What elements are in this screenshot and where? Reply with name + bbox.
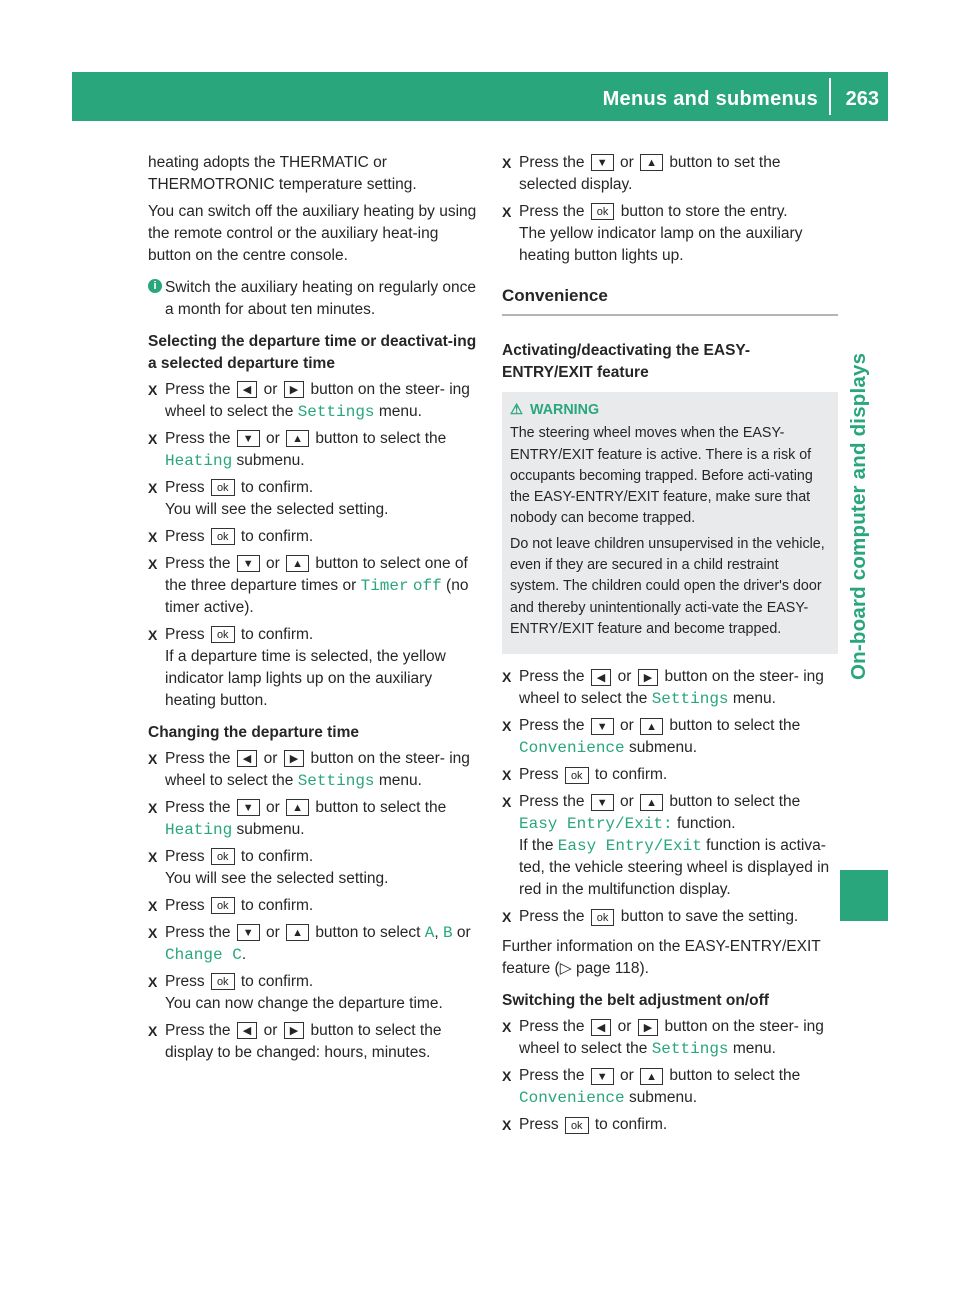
code-heating: Heating (165, 452, 233, 470)
step-marker-icon: X (502, 794, 512, 811)
side-tab-label: On-board computer and displays (847, 352, 870, 680)
code-settings: Settings (297, 403, 375, 421)
list-item: X Press the ▼ or ▲ button to select the Convenience submenu. (502, 717, 801, 758)
right-arrow-key: ▶ (284, 750, 304, 767)
step-marker-icon: X (148, 751, 158, 767)
ok-key: ok (211, 626, 235, 643)
step-marker-icon: X (502, 718, 512, 735)
code-settings: Settings (297, 772, 375, 790)
code-b: B (442, 924, 453, 942)
paragraph: Further information on the EASY-ENTRY/EXIT feature (▷ page 118). (502, 938, 821, 978)
paragraph: You can switch off the auxiliary heating by using the remote control or the auxiliary heat-ing button on the centre console. (148, 203, 477, 264)
page-ref-icon: ▷ (559, 960, 572, 978)
up-arrow-key: ▲ (640, 1068, 663, 1085)
code-easy-entry-exit: Easy Entry/Exit (557, 837, 702, 856)
left-column (148, 152, 484, 1069)
step-marker-icon: X (502, 767, 512, 784)
ok-key: ok (211, 528, 235, 545)
list-item: X Press the ok button to store the entry. The yellow indicator lamp on the auxiliary heating button lights up. (502, 203, 803, 264)
left-arrow-key: ◀ (237, 1022, 257, 1039)
list-item: X Press ok to confirm. (502, 1114, 838, 1136)
up-arrow-key: ▲ (640, 154, 663, 171)
list-item: X Press ok to confirm. If a departure time is selected, the yellow indicator lamp lights up on the auxiliary heating button. (148, 626, 446, 709)
ok-key: ok (591, 203, 615, 220)
step-marker-icon: X (502, 204, 512, 220)
code-off: off (412, 577, 442, 595)
left-arrow-key: ◀ (591, 669, 611, 686)
step-marker-icon: X (502, 1117, 512, 1134)
step-marker-icon: X (148, 529, 158, 545)
up-arrow-key: ▲ (640, 718, 663, 735)
list-item: X Press the ◀ or ▶ button on the steer- ing wheel to select the Settings menu. (148, 750, 470, 790)
list-item: X Press ok to confirm. (502, 764, 838, 786)
note-text: Switch the auxiliary heating on regularly once a month for about ten minutes. (165, 279, 477, 318)
down-arrow-key: ▼ (237, 799, 260, 816)
list-item: X Press the ▼ or ▲ button to select the Easy Entry/Exit: function. If the Easy Entry/Exit function is activa-ted, the vehicle steering wheel is displayed in red in the multifunction display. (502, 793, 830, 899)
list-item: X Press ok to confirm. You will see the selected setting. (148, 479, 389, 518)
ok-key: ok (211, 479, 235, 496)
right-column (502, 152, 838, 1141)
step-marker-icon: X (148, 1023, 158, 1039)
info-icon: i (148, 279, 162, 293)
step-marker-icon: X (502, 1019, 512, 1036)
step-marker-icon: X (148, 974, 158, 990)
right-arrow-key: ▶ (284, 381, 304, 398)
list-item: X Press the ▼ or ▲ button to set the selected display. (502, 154, 781, 193)
right-arrow-key: ▶ (638, 669, 658, 686)
code-timer: Timer (360, 577, 409, 595)
right-arrow-key: ▶ (284, 1022, 304, 1039)
ok-key: ok (211, 973, 235, 990)
down-arrow-key: ▼ (591, 1068, 614, 1085)
warning-box (502, 392, 838, 654)
step-marker-icon: X (148, 800, 158, 816)
side-tab-marker (840, 870, 888, 921)
down-arrow-key: ▼ (591, 794, 614, 811)
code-settings: Settings (651, 690, 729, 709)
code-settings: Settings (651, 1040, 729, 1059)
warning-title: ⚠ WARNING (510, 400, 830, 421)
up-arrow-key: ▲ (640, 794, 663, 811)
list-item: X Press the ◀ or ▶ button to select the display to be changed: hours, minutes. (148, 1022, 442, 1061)
section-heading: Selecting the departure time or deactivat-ing a selected departure time (148, 333, 477, 372)
code-convenience: Convenience (519, 1089, 625, 1108)
code-easy-entry-exit: Easy Entry/Exit: (519, 815, 673, 834)
step-marker-icon: X (148, 627, 158, 643)
list-item: X Press the ▼ or ▲ button to select A, B or Change C. (148, 924, 471, 964)
step-marker-icon: X (148, 556, 158, 572)
list-item: X Press the ▼ or ▲ button to select the Heating submenu. (148, 430, 447, 470)
warning-text: The steering wheel moves when the EASY-ENTRY/EXIT feature is active. There is a risk of occupants becoming trapped. Before acti-vating the EASY-ENTRY/EXIT feature, make sure that nobody can become trapped. (510, 425, 813, 527)
paragraph: heating adopts the THERMATIC or THERMOTRONIC temperature setting. (148, 154, 417, 193)
section-heading: Changing the departure time (148, 724, 359, 741)
list-item: X Press the ◀ or ▶ button on the steer- ing wheel to select the Settings menu. (148, 381, 470, 421)
step-marker-icon: X (148, 898, 158, 914)
list-item: X Press ok to confirm. (148, 895, 484, 917)
step-marker-icon: X (148, 849, 158, 865)
list-item: X Press ok to confirm. You will see the selected setting. (148, 848, 389, 887)
right-arrow-key: ▶ (638, 1019, 658, 1036)
code-a: A (424, 924, 435, 942)
warning-triangle-icon: ⚠ (510, 402, 523, 418)
ok-key: ok (211, 848, 235, 865)
step-marker-icon: X (502, 909, 512, 926)
list-item: X Press ok to confirm. You can now change the departure time. (148, 973, 443, 1012)
page-number: 263 (845, 88, 879, 110)
left-arrow-key: ◀ (591, 1019, 611, 1036)
down-arrow-key: ▼ (237, 430, 260, 447)
left-arrow-key: ◀ (237, 750, 257, 767)
left-arrow-key: ◀ (237, 381, 257, 398)
down-arrow-key: ▼ (591, 718, 614, 735)
section-heading: Switching the belt adjustment on/off (502, 992, 769, 1010)
up-arrow-key: ▲ (286, 799, 309, 816)
page-header-title: Menus and submenus (602, 88, 818, 110)
info-note (148, 277, 484, 321)
up-arrow-key: ▲ (286, 430, 309, 447)
down-arrow-key: ▼ (237, 555, 260, 572)
step-marker-icon: X (502, 669, 512, 686)
step-marker-icon: X (502, 155, 512, 171)
list-item: X Press the ▼ or ▲ button to select the Heating submenu. (148, 799, 447, 839)
up-arrow-key: ▲ (286, 555, 309, 572)
ok-key: ok (591, 909, 615, 926)
warning-text: Do not leave children unsupervised in the vehicle, even if they are secured in a child restraint system. The children could open the driver's door and thereby unintentionally acti-vate the EASY-ENTRY/EXIT feature and become trapped. (510, 535, 825, 637)
list-item: X Press the ◀ or ▶ button on the steer- ing wheel to select the Settings menu. (502, 668, 824, 709)
step-marker-icon: X (148, 382, 158, 398)
up-arrow-key: ▲ (286, 924, 309, 941)
list-item: X Press the ok button to save the setting. (502, 906, 838, 928)
list-item: X Press the ▼ or ▲ button to select the Convenience submenu. (502, 1067, 801, 1108)
code-heating: Heating (165, 821, 233, 839)
ok-key: ok (565, 1117, 589, 1134)
code-change-c: Change C (165, 946, 242, 964)
step-marker-icon: X (148, 925, 158, 941)
code-convenience: Convenience (519, 739, 625, 758)
header-bar (72, 72, 888, 121)
ok-key: ok (565, 767, 589, 784)
down-arrow-key: ▼ (237, 924, 260, 941)
step-marker-icon: X (148, 431, 158, 447)
section-title-convenience: Convenience (502, 285, 838, 316)
subsection-heading: Activating/deactivating the EASY-ENTRY/EXIT feature (502, 342, 751, 381)
ok-key: ok (211, 897, 235, 914)
list-item: X Press the ▼ or ▲ button to select one of the three departure times or Timer off (no timer active). (148, 555, 469, 616)
down-arrow-key: ▼ (591, 154, 614, 171)
step-marker-icon: X (148, 480, 158, 496)
list-item: X Press the ◀ or ▶ button on the steer- ing wheel to select the Settings menu. (502, 1018, 824, 1059)
list-item: X Press ok to confirm. (148, 526, 484, 548)
step-marker-icon: X (502, 1068, 512, 1085)
header-separator (829, 78, 831, 115)
